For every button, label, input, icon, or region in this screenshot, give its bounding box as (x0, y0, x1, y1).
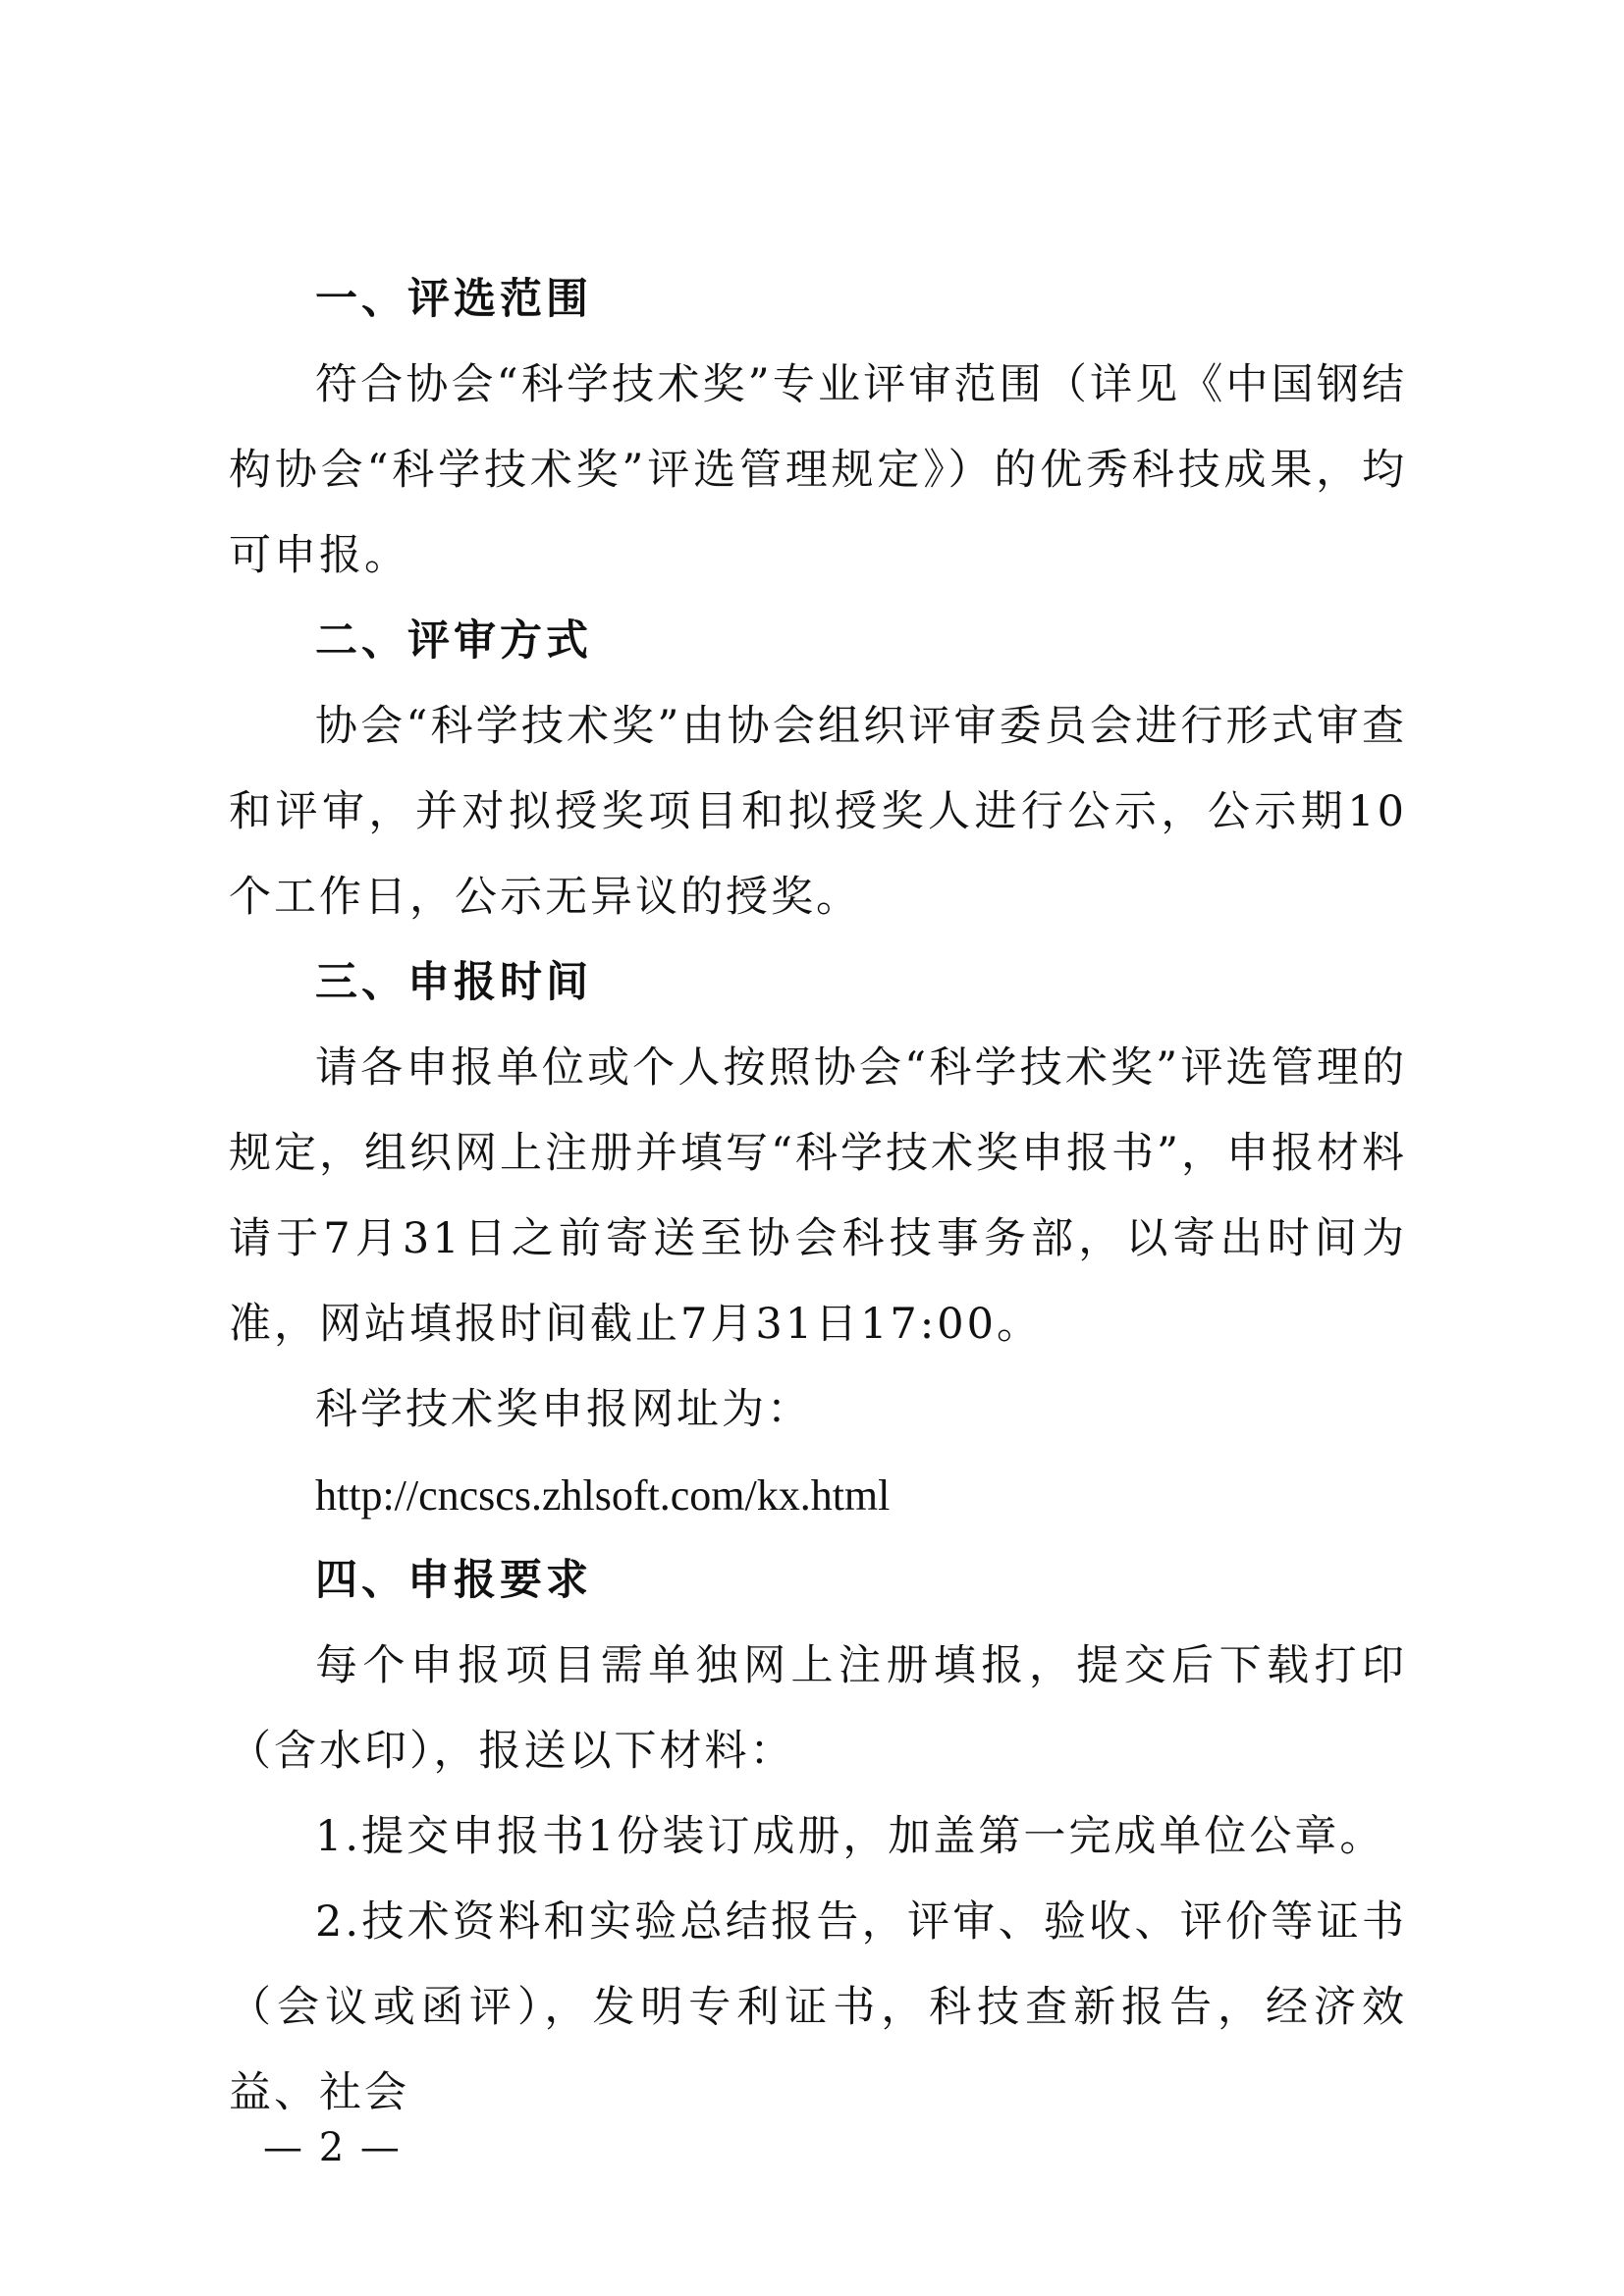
section-review-method-paragraph: 协会“科学技术奖”由协会组织评审委员会进行形式审查和评审，并对拟授奖项目和拟授奖人进行公示，公示期10个工作日，公示无异议的授奖。 (229, 702, 1407, 922)
section-requirements-paragraph: 每个申报项目需单独网上注册填报，提交后下载打印（含水印），报送以下材料： (229, 1641, 1407, 1776)
section-heading-requirements: 四、申报要求 (315, 1556, 592, 1605)
section-heading-scope: 一、评选范围 (315, 275, 592, 324)
document-body (229, 257, 1407, 2136)
section-heading-application-time: 三、申报时间 (315, 958, 592, 1007)
page-number: — 2 — (263, 2125, 402, 2170)
section-heading-review-method: 二、评审方式 (315, 616, 592, 666)
application-website-label: 科学技术奖申报网址为： (315, 1385, 812, 1434)
section-application-time-paragraph: 请各申报单位或个人按照协会“科学技术奖”评选管理的规定，组织网上注册并填写“科学技术奖申报书”，申报材料请于7月31日之前寄送至协会科技事务部，以寄出时间为准，网站填报时间截止7月31日17:00。 (229, 1043, 1407, 1349)
application-website-url[interactable]: http://cncscs.zhlsoft.com/kx.html (315, 1471, 891, 1520)
requirement-item-1: 1.提交申报书1份装订成册，加盖第一完成单位公章。 (315, 1812, 1385, 1861)
section-scope-paragraph: 符合协会“科学技术奖”专业评审范围（详见《中国钢结构协会“科学技术奖”评选管理规定》）的优秀科技成果，均可申报。 (229, 360, 1407, 580)
requirement-item-2: 2.技术资料和实验总结报告，评审、验收、评价等证书（会议或函评），发明专利证书，科技查新报告，经济效益、社会 (229, 1897, 1407, 2117)
